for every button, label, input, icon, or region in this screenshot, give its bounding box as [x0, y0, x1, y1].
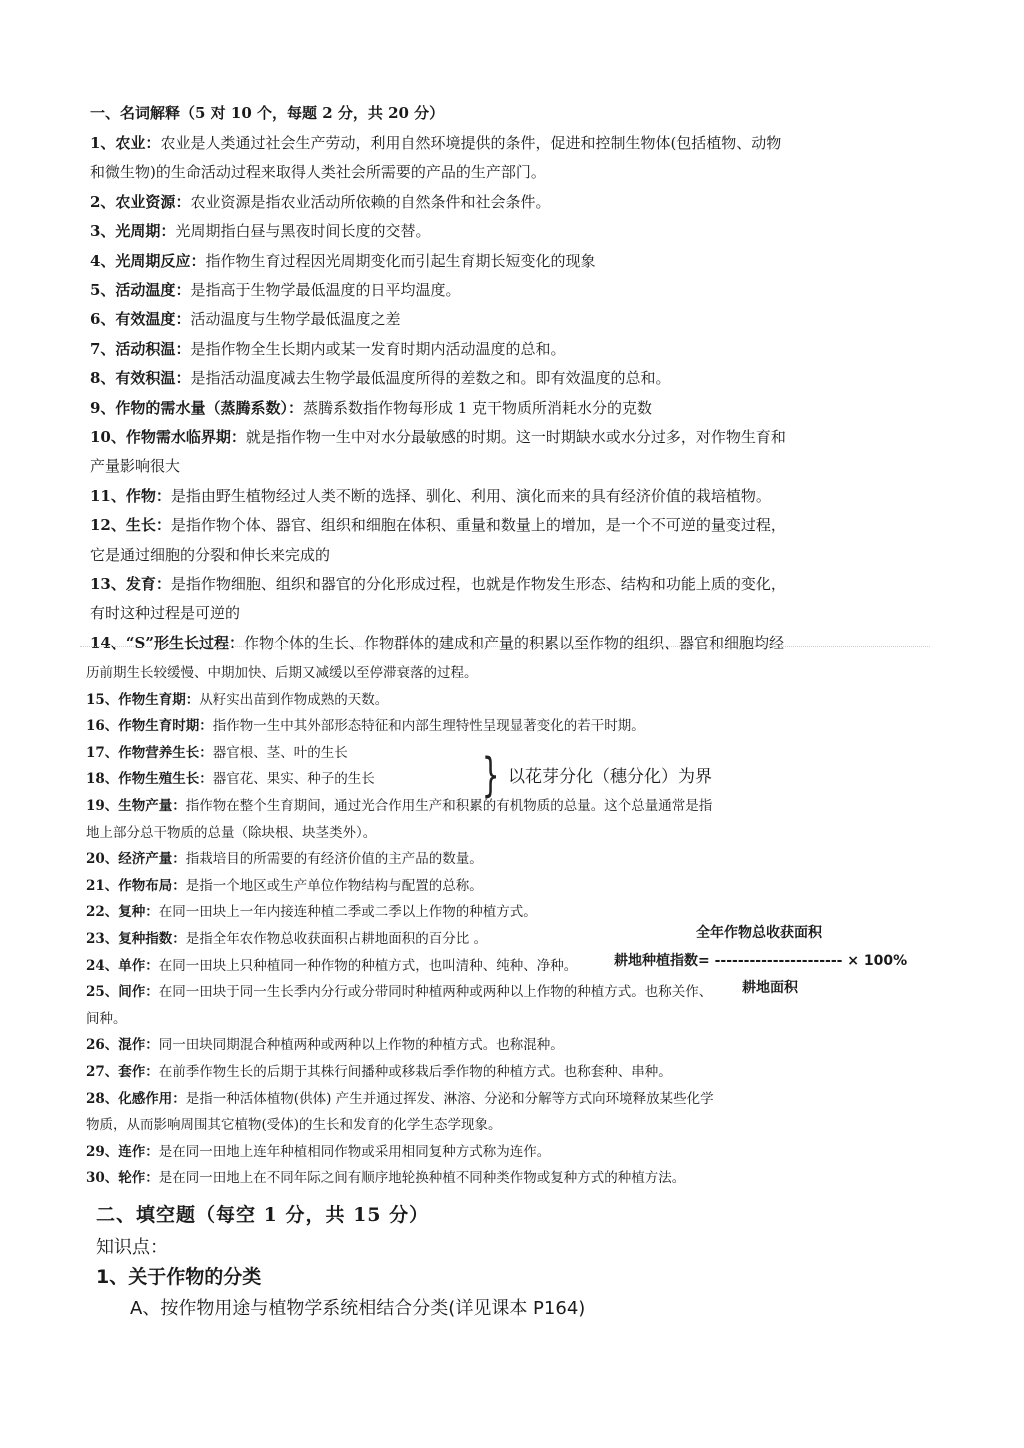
term-label: 10、作物需水临界期： — [90, 428, 246, 446]
term-definition: 作物个体的生长、作物群体的建成和产量的积累以至作物的组织、器官和细胞均经 — [243, 633, 784, 652]
subsection-a: A、按作物用途与植物学系统相结合分类(详见课本 P164) — [130, 1298, 586, 1319]
term-label: 11、作物： — [90, 486, 171, 505]
term-definition: 是指作物个体、器官、组织和细胞在体积、重量和数量上的增加，是一个不可逆的量变过程， — [170, 516, 786, 535]
formula-denominator: 耕地面积 — [742, 980, 798, 996]
page-divider — [80, 646, 930, 647]
definition-line — [90, 544, 330, 566]
term-definition: 光周期指白昼与黑夜时间长度的交替。 — [175, 222, 431, 241]
term-definition: 农业资源是指农业活动所依赖的自然条件和社会条件。 — [190, 192, 551, 211]
term-label: 29、连作： — [86, 1143, 159, 1160]
definition-line — [90, 308, 400, 330]
term-label: 2、农业资源： — [90, 192, 191, 211]
term-label: 21、作物布局： — [86, 877, 186, 894]
definition-line — [86, 928, 487, 950]
definition-line — [90, 220, 430, 242]
term-label: 20、经济产量： — [86, 851, 186, 868]
term-definition: 是指高于生物学最低温度的日平均温度。 — [190, 281, 461, 299]
curly-brace: } — [481, 748, 500, 802]
definition-line — [86, 689, 388, 711]
term-definition: 是指一个地区或生产单位作物结构与配置的总称。 — [185, 877, 483, 894]
term-label: 9、作物的需水量（蒸腾系数）： — [90, 398, 303, 417]
definition-continuation: 历前期生长较缓慢、中期加快、后期又减缓以至停滞衰落的过程。 — [86, 665, 478, 681]
definition-line — [86, 822, 376, 844]
definition-continuation: 间种。 — [86, 1010, 127, 1027]
definition-line — [90, 279, 460, 301]
definition-line — [90, 602, 240, 624]
term-label: 1、农业： — [90, 134, 161, 152]
term-label: 4、光周期反应： — [90, 251, 206, 270]
term-label: 23、复种指数： — [86, 931, 186, 947]
definition-continuation: 它是通过细胞的分裂和伸长来完成的 — [90, 545, 331, 564]
definition-line — [90, 367, 670, 389]
definition-line — [86, 1088, 714, 1110]
definition-line — [86, 981, 712, 1003]
term-label: 27、套作： — [86, 1064, 159, 1080]
term-definition: 在同一田块于同一生长季内分行或分带同时种植两种或两种以上作物的种植方式。也称关作、 — [158, 984, 713, 1001]
definition-continuation: 和微生物)的生命活动过程来取得人类社会所需要的产品的生产部门。 — [90, 163, 546, 182]
term-label: 14、“S”形生长过程： — [90, 633, 244, 652]
term-definition: 器官花、果实、种子的生长 — [212, 771, 375, 788]
term-definition: 是指由野生植物经过人类不断的选择、驯化、利用、演化而来的具有经济价值的栽培植物。 — [170, 486, 771, 505]
definition-line — [90, 250, 595, 272]
definition-line — [90, 632, 784, 654]
term-definition: 是在同一田地上连年种植相同作物或采用相同复种方式称为连作。 — [158, 1143, 551, 1160]
term-label: 19、生物产量： — [86, 798, 186, 814]
term-definition: 就是指作物一生中对水分最敏感的时期。这一时期缺水或水分过多，对作物生育和 — [245, 428, 786, 446]
term-label: 26、混作： — [86, 1037, 159, 1054]
term-label: 22、复种： — [86, 904, 159, 921]
term-definition: 从籽实出苗到作物成熟的天数。 — [199, 691, 389, 708]
definition-continuation: 产量影响很大 — [90, 457, 181, 476]
knowledge-label: 知识点： — [96, 1237, 168, 1258]
definition-line — [86, 955, 577, 977]
term-label: 7、活动积温： — [90, 339, 191, 358]
term-label: 12、生长： — [90, 516, 171, 535]
term-label: 30、轮作： — [86, 1170, 159, 1187]
formula-expression: 耕地种植指数= ---------------------- × 100% — [614, 953, 908, 969]
definition-line — [86, 795, 712, 817]
section2-title: 二、填空题（每空 1 分，共 15 分） — [96, 1204, 430, 1226]
definition-continuation: 有时这种过程是可逆的 — [90, 604, 241, 623]
term-definition: 在前季作物生长的后期于其株行间播种或移栽后季作物的种植方式。也称套种、串种。 — [158, 1064, 672, 1080]
term-label: 24、单作： — [86, 957, 159, 974]
definition-line — [90, 455, 180, 477]
term-definition: 农业是人类通过社会生产劳动，利用自然环境提供的条件，促进和控制生物体(包括植物、动物 — [160, 134, 782, 152]
definition-line — [86, 1141, 550, 1163]
definition-line — [86, 875, 483, 897]
definition-line — [86, 1167, 685, 1189]
term-definition: 指作物一生中其外部形态特征和内部生理特性呈现显著变化的若干时期。 — [212, 718, 645, 735]
term-definition: 在同一田块上一年内接连种植二季或二季以上作物的种植方式。 — [158, 904, 537, 921]
definition-line — [90, 426, 786, 448]
term-definition: 指栽培目的所需要的有经济价值的主产品的数量。 — [185, 851, 483, 868]
term-label: 8、有效积温： — [90, 369, 191, 388]
term-definition: 是指一种活体植物(供体) 产生并通过挥发、淋溶、分泌和分解等方式向环境释放某些化学 — [185, 1090, 714, 1107]
term-definition: 蒸腾系数指作物每形成 1 克干物质所消耗水分的克数 — [302, 398, 653, 417]
term-definition: 是指活动温度减去生物学最低温度所得的差数之和。即有效温度的总和。 — [190, 369, 671, 388]
term-label: 15、作物生育期： — [86, 691, 200, 708]
definition-line — [90, 573, 786, 595]
term-label: 16、作物生育时期： — [86, 718, 213, 735]
definition-line — [86, 742, 348, 764]
definition-line — [86, 1034, 564, 1056]
definition-line — [86, 848, 483, 870]
definition-line — [90, 338, 565, 360]
definition-line — [90, 397, 652, 419]
definition-line — [86, 1114, 502, 1136]
term-definition: 活动温度与生物学最低温度之差 — [190, 310, 401, 329]
term-definition: 同一田块同期混合种植两种或两种以上作物的种植方式。也称混种。 — [158, 1037, 564, 1054]
term-label: 6、有效温度： — [90, 310, 191, 329]
term-definition: 是指作物细胞、组织和器官的分化形成过程，也就是作物发生形态、结构和功能上质的变化， — [170, 575, 786, 593]
brace-note: 以花芽分化（穗分化）为界 — [508, 767, 712, 787]
term-label: 17、作物营养生长： — [86, 744, 213, 761]
definition-line — [86, 768, 375, 790]
term-label: 25、间作： — [86, 984, 159, 1001]
term-label: 18、作物生殖生长： — [86, 771, 213, 788]
definition-line — [90, 485, 771, 507]
term-label: 5、活动温度： — [90, 281, 191, 299]
definition-line — [86, 715, 645, 737]
term-label: 3、光周期： — [90, 222, 176, 241]
term-definition: 是指作物全生长期内或某一发育时期内活动温度的总和。 — [190, 339, 566, 358]
definition-line — [86, 662, 478, 684]
term-label: 28、化感作用： — [86, 1090, 186, 1107]
category-heading: 1、关于作物的分类 — [96, 1266, 262, 1288]
term-definition: 指作物在整个生育期间，通过光合作用生产和积累的有机物质的总量。这个总量通常是指 — [185, 798, 713, 814]
term-definition: 器官根、茎、叶的生长 — [212, 744, 348, 761]
definition-line — [90, 132, 781, 154]
definition-line — [90, 161, 546, 183]
term-definition: 是在同一田地上在不同年际之间有顺序地轮换种植不同种类作物或复种方式的种植方法。 — [158, 1170, 686, 1187]
term-definition: 指作物生育过程因光周期变化而引起生育期长短变化的现象 — [205, 251, 596, 270]
term-label: 13、发育： — [90, 575, 171, 593]
term-definition: 在同一田块上只种植同一种作物的种植方式，也叫清种、纯种、净种。 — [158, 957, 578, 974]
formula-numerator: 全年作物总收获面积 — [696, 925, 822, 941]
definition-continuation: 物质，从而影响周围其它植物(受体)的生长和发育的化学生态学现象。 — [86, 1117, 502, 1134]
definition-line — [86, 1008, 127, 1030]
section1-title: 一、名词解释（5 对 10 个，每题 2 分，共 20 分） — [90, 104, 445, 122]
term-definition: 是指全年农作物总收获面积占耕地面积的百分比 。 — [185, 931, 488, 947]
definition-line — [90, 191, 550, 213]
definition-line — [90, 514, 786, 536]
definition-line — [86, 901, 537, 923]
definition-line — [86, 1061, 672, 1083]
definition-continuation: 地上部分总干物质的总量（除块根、块茎类外）。 — [86, 824, 377, 841]
